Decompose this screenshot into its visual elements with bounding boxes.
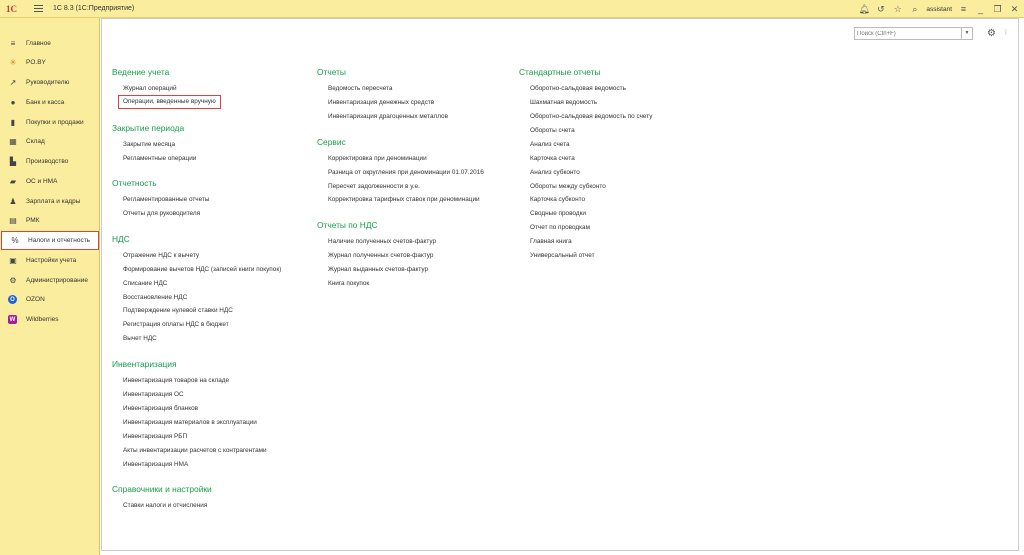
list-item[interactable]: Инвентаризация бланков xyxy=(123,405,199,412)
link-manager-reports[interactable]: Отчеты для руководителя xyxy=(123,210,201,217)
main-menu-icon[interactable] xyxy=(34,4,44,14)
list-item[interactable]: Сводные проводки xyxy=(530,210,586,217)
section-title: Стандартные отчеты xyxy=(519,67,601,77)
list-item[interactable]: Разница от округления при деноминации 01.07.2016 xyxy=(328,169,484,176)
list-item[interactable]: Восстановление НДС xyxy=(123,294,188,301)
sidebar-item-admin[interactable]: ⚙ Администрирование xyxy=(9,276,88,285)
percent-icon: % xyxy=(11,236,19,245)
truck-icon: ▰ xyxy=(9,177,17,186)
list-item[interactable]: Шахматная ведомость xyxy=(530,99,598,106)
list-item[interactable]: Оборотно-сальдовая ведомость по счету xyxy=(530,113,653,120)
section-title: Отчеты xyxy=(317,67,346,77)
register-icon: ▤ xyxy=(9,216,17,225)
ozon-icon: O xyxy=(8,295,17,304)
list-item[interactable]: Оборотно-сальдовая ведомость xyxy=(530,85,626,92)
list-item[interactable]: Анализ субконто xyxy=(530,169,580,176)
wildberries-icon: W xyxy=(9,316,16,323)
section-title: Инвентаризация xyxy=(112,359,177,369)
more-menu-icon[interactable]: ⋮ xyxy=(1003,30,1009,36)
list-item[interactable]: Вычет НДС xyxy=(123,335,157,342)
search-dropdown-icon[interactable]: ▼ xyxy=(961,28,972,39)
section-title: Справочники и настройки xyxy=(112,484,212,494)
sidebar-item-salary[interactable]: ♟ Зарплата и кадры xyxy=(9,197,81,206)
list-item[interactable]: Инвентаризация драгоценных металлов xyxy=(328,113,448,120)
person-icon: ♟ xyxy=(9,197,17,206)
search-icon[interactable]: ⌕ xyxy=(912,4,918,14)
list-item[interactable]: Инвентаризация материалов в эксплуатации xyxy=(123,419,257,426)
list-item[interactable]: Анализ счета xyxy=(530,141,570,148)
list-item[interactable]: Обороты между субконто xyxy=(530,183,606,190)
sidebar-item-manager[interactable]: ↗ Руководителю xyxy=(9,78,70,87)
settings-sheet-icon: ▣ xyxy=(9,256,17,265)
sidebar-item-accounting-settings[interactable]: ▣ Настройки учета xyxy=(9,256,77,265)
gear-icon: ⚙ xyxy=(9,276,17,285)
list-item[interactable]: Ведомость пересчета xyxy=(328,85,393,92)
bell-icon[interactable]: 🔔︎ xyxy=(858,4,870,14)
search-input[interactable] xyxy=(855,28,961,39)
title-bar xyxy=(0,0,1024,18)
sidebar-item-wildberries[interactable]: W Wildberries xyxy=(9,316,59,323)
list-item[interactable]: Регистрация оплаты НДС в бюджет xyxy=(123,321,229,328)
sidebar xyxy=(0,18,100,555)
link-operations-journal[interactable]: Журнал операций xyxy=(123,85,177,92)
list-item[interactable]: Журнал полученных счетов-фактур xyxy=(328,252,434,259)
section-title: Отчетность xyxy=(112,178,157,188)
list-item[interactable]: Инвентаризация РБП xyxy=(123,433,188,440)
sidebar-item-purchases[interactable]: ▮ Покупки и продажи xyxy=(0,113,100,132)
section-title: Закрытие периода xyxy=(112,123,185,133)
link-tax-rates[interactable]: Ставки налоги и отчисления xyxy=(123,502,208,509)
list-item[interactable]: Главная книга xyxy=(530,238,572,245)
list-item[interactable]: Отражение НДС к вычету xyxy=(123,252,200,259)
sidebar-item-warehouse[interactable]: ▦ Склад xyxy=(9,137,45,146)
list-item[interactable]: Инвентаризация товаров на складе xyxy=(123,377,230,384)
coin-icon: ● xyxy=(10,98,16,107)
list-item[interactable]: Корректировка тарифных ставок при деноминации xyxy=(328,196,480,203)
list-item[interactable]: Инвентаризация НМА xyxy=(123,461,189,468)
list-item[interactable]: Карточка счета xyxy=(530,155,575,162)
sidebar-item-assets[interactable]: ▰ ОС и НМА xyxy=(9,177,58,186)
asterisk-icon: ✳ xyxy=(9,58,17,67)
minimize-icon[interactable]: _ xyxy=(977,4,983,14)
sidebar-item-main[interactable]: ≡ Главное xyxy=(0,34,100,53)
restore-icon[interactable]: ❐ xyxy=(993,4,1002,14)
link-manual-operations[interactable]: Операции, введенные вручную xyxy=(118,95,221,109)
section-title: Отчеты по НДС xyxy=(317,220,378,230)
sidebar-item-bank[interactable]: ● Банк и касса xyxy=(0,93,100,112)
factory-icon: ▙ xyxy=(9,157,17,166)
list-item[interactable]: Журнал выданных счетов-фактур xyxy=(328,266,429,273)
link-routine-operations[interactable]: Регламентные операции xyxy=(123,155,197,162)
list-item[interactable]: Подтверждение нулевой ставки НДС xyxy=(123,307,233,314)
section-title: Ведение учета xyxy=(112,67,170,77)
search-box xyxy=(854,27,973,40)
settings-gear-icon[interactable]: ⚙ xyxy=(987,28,996,39)
link-regulated-reports[interactable]: Регламентированные отчеты xyxy=(123,196,210,203)
cart-icon: ▮ xyxy=(10,118,16,127)
star-icon[interactable]: ☆ xyxy=(893,4,902,14)
sidebar-item-rmk[interactable]: ▤ РМК xyxy=(9,216,40,225)
list-item[interactable]: Карточка субконто xyxy=(530,196,586,203)
list-item[interactable]: Корректировка при деноминации xyxy=(328,155,427,162)
close-icon[interactable]: ✕ xyxy=(1010,4,1019,14)
list-item[interactable]: Пересчет задолженности в у.е. xyxy=(328,183,420,190)
sidebar-item-production[interactable]: ▙ Производство xyxy=(9,157,69,166)
1c-logo: 1С xyxy=(6,3,17,14)
history-icon[interactable]: ↺ xyxy=(877,4,885,14)
content-panel xyxy=(101,18,1019,551)
settings-menu-icon[interactable]: ≡ xyxy=(960,4,967,14)
user-name[interactable]: assistant xyxy=(926,5,952,13)
sidebar-item-poby[interactable]: ✳ PO.BY xyxy=(9,58,46,67)
list-item[interactable]: Акты инвентаризации расчетов с контрагентами xyxy=(123,447,267,454)
list-item[interactable]: Обороты счета xyxy=(530,127,575,134)
list-item[interactable]: Отчет по проводкам xyxy=(530,224,590,231)
link-month-closing[interactable]: Закрытие месяца xyxy=(123,141,176,148)
list-item[interactable]: Списание НДС xyxy=(123,280,168,287)
list-item[interactable]: Книга покупок xyxy=(328,280,370,287)
list-item[interactable]: Инвентаризация денежных средств xyxy=(328,99,435,106)
list-icon: ≡ xyxy=(10,39,16,48)
list-item[interactable]: Инвентаризация ОС xyxy=(123,391,184,398)
list-item[interactable]: Наличие полученных счетов-фактур xyxy=(328,238,437,245)
trend-icon: ↗ xyxy=(9,78,17,87)
section-title: Сервис xyxy=(317,137,346,147)
section-title: НДС xyxy=(112,234,130,244)
list-item[interactable]: Формирование вычетов НДС (записей книги покупок) xyxy=(123,266,282,273)
list-item[interactable]: Универсальный отчет xyxy=(530,252,595,259)
app-title: 1С 8.3 (1С:Предприятие) xyxy=(53,5,135,12)
warehouse-icon: ▦ xyxy=(9,137,17,146)
sidebar-item-taxes[interactable]: % Налоги и отчетность xyxy=(1,231,99,250)
sidebar-item-ozon[interactable]: O OZON xyxy=(0,290,100,309)
